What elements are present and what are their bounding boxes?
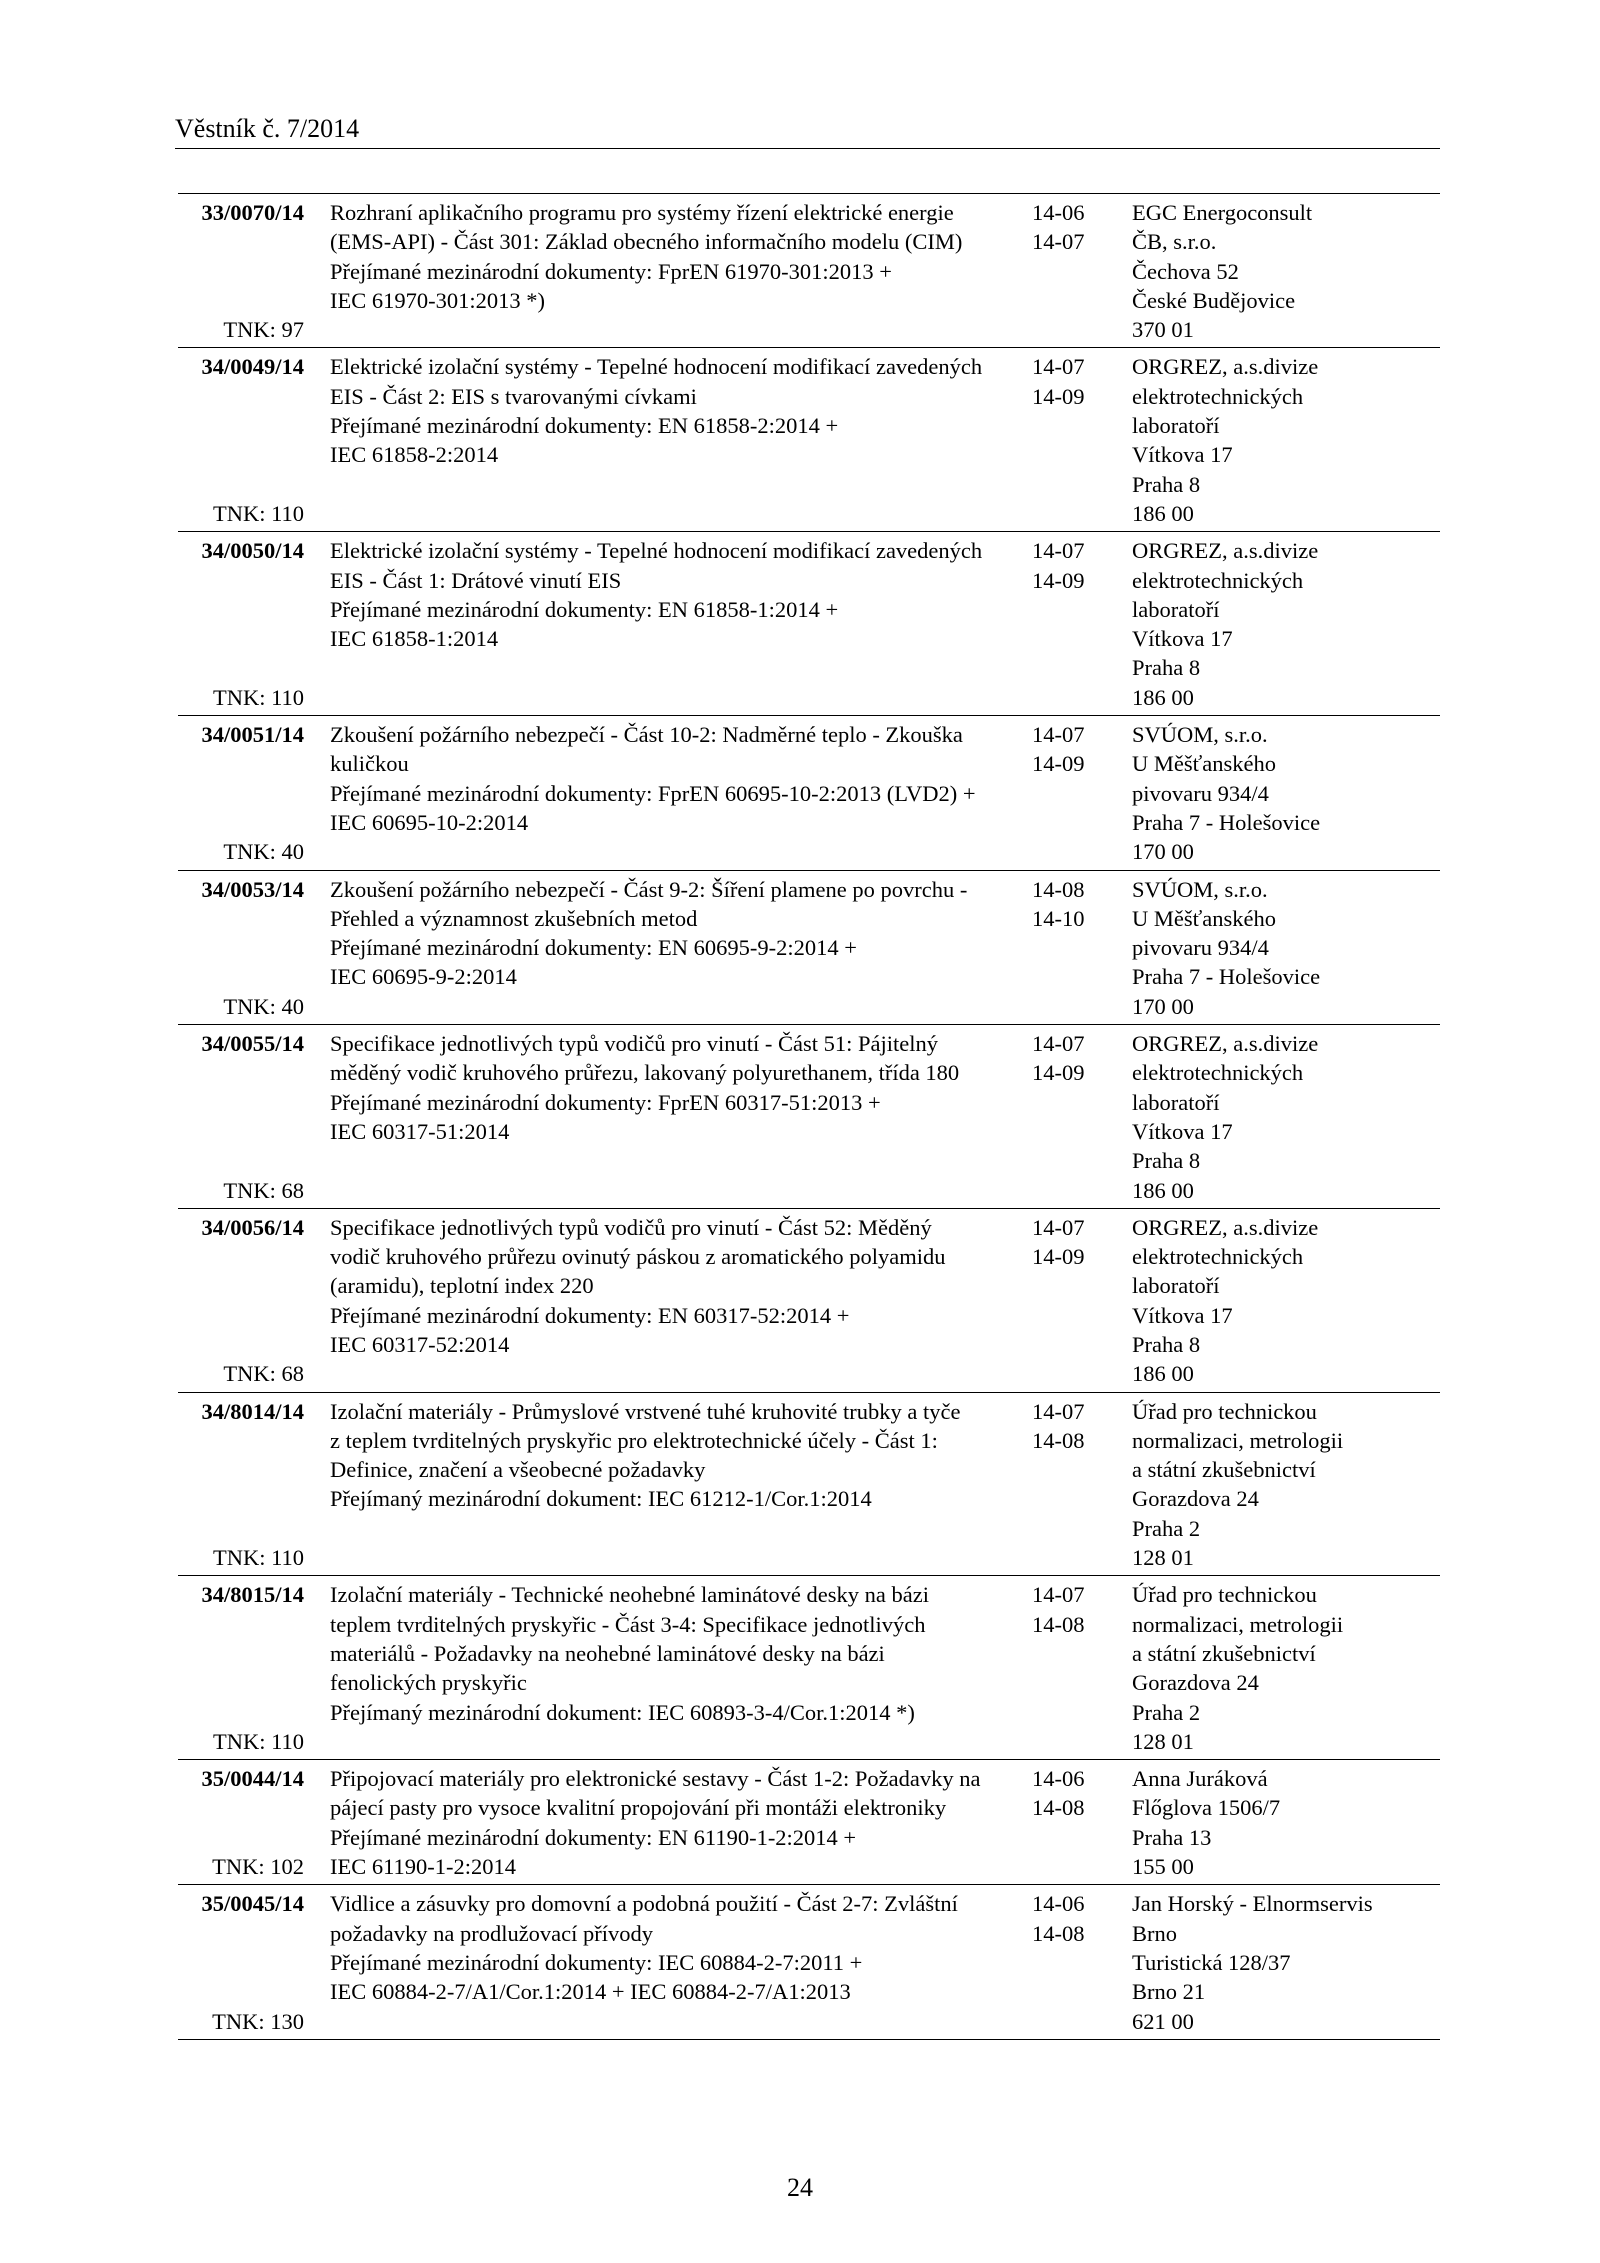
description-line: Zkoušení požárního nebezpečí - Část 10-2: Nadměrné teplo - Zkouška: [330, 722, 963, 748]
record-description: [310, 198, 1028, 344]
description-line: Připojovací materiály pro elektronické sestavy - Část 1-2: Požadavky na: [330, 1766, 981, 1792]
address-line: Praha 2: [1132, 1699, 1201, 1725]
description-line: materiálů - Požadavky na neohebné laminátové desky na bázi: [330, 1640, 885, 1666]
record-row: [178, 1885, 1440, 2039]
record-tnk: TNK: 130: [212, 2008, 304, 2034]
address-line: U Měšťanského: [1132, 751, 1276, 777]
address-line: 128 01: [1132, 1728, 1194, 1754]
description-line: IEC 61858-2:2014: [330, 442, 499, 468]
address-line: elektrotechnických: [1132, 383, 1304, 409]
address-line: ORGREZ, a.s.divize: [1132, 538, 1319, 564]
address-line: a státní zkušebnictví: [1132, 1640, 1316, 1666]
address-line: Vítkova 17: [1132, 1118, 1233, 1144]
address-line: Vítkova 17: [1132, 442, 1233, 468]
description-line: Izolační materiály - Průmyslové vrstvené tuhé kruhovité trubky a tyče: [330, 1398, 961, 1424]
records-table: [178, 193, 1440, 2040]
record-id: 33/0070/14: [201, 200, 304, 225]
page-number: 24: [787, 2173, 813, 2202]
address-line: Turistická 128/37: [1132, 1949, 1291, 1975]
description-line: IEC 60317-52:2014: [330, 1331, 510, 1357]
description-line: Specifikace jednotlivých typů vodičů pro vinutí - Část 52: Měděný: [330, 1214, 932, 1240]
description-line: Zkoušení požárního nebezpečí - Část 9-2: Šíření plamene po povrchu -: [330, 876, 968, 902]
address-line: Praha 8: [1132, 1331, 1201, 1357]
record-tnk: TNK: 97: [223, 317, 304, 343]
record-id: 34/8015/14: [201, 1582, 304, 1608]
description-line: požadavky na prodlužovací přívody: [330, 1920, 654, 1946]
address-line: SVÚOM, s.r.o.: [1132, 876, 1268, 902]
journal-title: Věstník č. 7/2014: [175, 114, 360, 143]
address-line: 621 00: [1132, 2008, 1194, 2034]
record-id: 34/0055/14: [201, 1031, 304, 1057]
record-address: [1126, 1213, 1440, 1389]
address-line: Praha 8: [1132, 655, 1201, 681]
description-line: Přejímané mezinárodní dokumenty: FprEN 60695-10-2:2013 (LVD2) +: [330, 780, 976, 806]
record-dates: [1028, 198, 1126, 344]
description-line: IEC 61858-1:2014: [330, 626, 499, 652]
description-line: teplem tvrditelných pryskyřic - Část 3-4: Specifikace jednotlivých: [330, 1611, 926, 1637]
description-line: Elektrické izolační systémy - Tepelné hodnocení modifikací zavedených: [330, 354, 983, 380]
description-line: Izolační materiály - Technické neohebné laminátové desky na bázi: [330, 1582, 929, 1608]
date-line: 14-09: [1032, 567, 1085, 593]
record-description: [310, 352, 1028, 528]
record-row: [178, 1576, 1440, 1760]
record-id: 34/0050/14: [201, 538, 304, 564]
address-line: laboratoří: [1132, 1273, 1220, 1299]
description-line: Definice, značení a všeobecné požadavky: [330, 1457, 706, 1483]
record-description: [310, 1889, 1028, 2035]
record-row: [178, 1209, 1440, 1393]
description-line: Přejímané mezinárodní dokumenty: FprEN 60317-51:2013 +: [330, 1089, 881, 1115]
record-id: 35/0045/14: [201, 1891, 304, 1917]
date-line: 14-09: [1032, 751, 1085, 777]
record-dates: [1028, 352, 1126, 528]
description-line: Rozhraní aplikačního programu pro systémy řízení elektrické energie: [330, 200, 954, 225]
record-address: [1126, 1764, 1440, 1881]
record-description: [310, 1580, 1028, 1756]
record-tnk: TNK: 110: [212, 684, 304, 710]
record-tnk: TNK: 40: [223, 839, 304, 865]
address-line: elektrotechnických: [1132, 567, 1304, 593]
address-line: 370 01: [1132, 317, 1194, 343]
address-line: Gorazdova 24: [1132, 1486, 1259, 1512]
address-line: Flőglova 1506/7: [1132, 1795, 1281, 1821]
address-line: pivovaru 934/4: [1132, 935, 1269, 961]
date-line: 14-07: [1032, 1582, 1085, 1608]
record-id-column: [178, 1580, 310, 1756]
address-line: 186 00: [1132, 500, 1194, 526]
record-id-column: [178, 1397, 310, 1573]
address-line: 170 00: [1132, 839, 1194, 865]
record-description: [310, 1397, 1028, 1573]
date-line: 14-10: [1032, 905, 1085, 931]
description-line: IEC 60695-10-2:2014: [330, 809, 529, 835]
description-line: IEC 60317-51:2014: [330, 1118, 510, 1144]
record-dates: [1028, 1397, 1126, 1573]
description-line: Vidlice a zásuvky pro domovní a podobná použití - Část 2-7: Zvláštní: [330, 1891, 958, 1917]
address-line: 186 00: [1132, 1177, 1194, 1203]
date-line: 14-08: [1032, 1920, 1085, 1946]
description-line: fenolických pryskyřic: [330, 1670, 527, 1696]
description-line: Specifikace jednotlivých typů vodičů pro vinutí - Část 51: Pájitelný: [330, 1031, 939, 1057]
address-line: ORGREZ, a.s.divize: [1132, 1031, 1319, 1057]
date-line: 14-07: [1032, 229, 1085, 255]
record-id-column: [178, 720, 310, 866]
record-row: [178, 871, 1440, 1025]
record-address: [1126, 198, 1440, 344]
address-line: Jan Horský - Elnormservis: [1132, 1891, 1373, 1917]
address-line: Vítkova 17: [1132, 626, 1233, 652]
record-row: [178, 194, 1440, 348]
record-row: [178, 532, 1440, 716]
description-line: kuličkou: [330, 751, 409, 777]
record-address: [1126, 352, 1440, 528]
address-line: laboratoří: [1132, 596, 1220, 622]
description-line: EIS - Část 1: Drátové vinutí EIS: [330, 567, 622, 593]
date-line: 14-07: [1032, 538, 1085, 564]
address-line: Brno: [1132, 1920, 1177, 1946]
address-line: Gorazdova 24: [1132, 1670, 1259, 1696]
date-line: 14-06: [1032, 1891, 1085, 1917]
address-line: Praha 13: [1132, 1824, 1212, 1850]
date-line: 14-08: [1032, 1611, 1085, 1637]
address-line: Vítkova 17: [1132, 1302, 1233, 1328]
date-line: 14-07: [1032, 354, 1085, 380]
description-line: Přejímané mezinárodní dokumenty: IEC 60884-2-7:2011 +: [330, 1949, 863, 1975]
address-line: České Budějovice: [1132, 287, 1296, 313]
description-line: (EMS-API) - Část 301: Základ obecného informačního modelu (CIM): [330, 229, 963, 255]
record-id-column: [178, 1213, 310, 1389]
record-address: [1126, 1397, 1440, 1573]
record-tnk: TNK: 110: [212, 1728, 304, 1754]
date-line: 14-07: [1032, 1214, 1085, 1240]
description-line: IEC 60884-2-7/A1/Cor.1:2014 + IEC 60884-2-7/A1:2013: [330, 1979, 851, 2005]
description-line: Přejímaný mezinárodní dokument: IEC 60893-3-4/Cor.1:2014 *): [330, 1699, 915, 1725]
address-line: Úřad pro technickou: [1132, 1582, 1317, 1608]
record-row: [178, 1025, 1440, 1209]
date-line: 14-06: [1032, 200, 1085, 225]
address-line: Brno 21: [1132, 1979, 1206, 2005]
address-line: Anna Juráková: [1132, 1766, 1268, 1792]
description-line: Přehled a významnost zkušebních metod: [330, 905, 698, 931]
record-address: [1126, 1580, 1440, 1756]
description-line: z teplem tvrditelných pryskyřic pro elektrotechnické účely - Část 1:: [330, 1427, 938, 1453]
record-dates: [1028, 875, 1126, 1021]
address-line: SVÚOM, s.r.o.: [1132, 722, 1268, 748]
address-line: EGC Energoconsult: [1132, 200, 1313, 225]
record-tnk: TNK: 110: [212, 1545, 304, 1571]
record-id-column: [178, 352, 310, 528]
date-line: 14-08: [1032, 1427, 1085, 1453]
date-line: 14-09: [1032, 1060, 1085, 1086]
record-id-column: [178, 1764, 310, 1881]
address-line: Praha 8: [1132, 471, 1201, 497]
description-line: Přejímané mezinárodní dokumenty: EN 61858-2:2014 +: [330, 413, 839, 439]
date-line: 14-09: [1032, 383, 1085, 409]
record-dates: [1028, 1889, 1126, 2035]
record-id-column: [178, 1889, 310, 2035]
address-line: Praha 7 - Holešovice: [1132, 809, 1321, 835]
address-line: elektrotechnických: [1132, 1060, 1304, 1086]
record-dates: [1028, 720, 1126, 866]
description-line: Přejímaný mezinárodní dokument: IEC 61212-1/Cor.1:2014: [330, 1486, 872, 1512]
address-line: normalizaci, metrologii: [1132, 1611, 1344, 1637]
address-line: laboratoří: [1132, 1089, 1220, 1115]
address-line: Praha 7 - Holešovice: [1132, 964, 1321, 990]
record-id: 34/0053/14: [201, 876, 304, 902]
record-dates: [1028, 1029, 1126, 1205]
record-dates: [1028, 536, 1126, 712]
address-line: 186 00: [1132, 684, 1194, 710]
address-line: 155 00: [1132, 1854, 1194, 1880]
date-line: 14-08: [1032, 1795, 1085, 1821]
record-address: [1126, 720, 1440, 866]
address-line: elektrotechnických: [1132, 1244, 1304, 1270]
record-id: 34/0056/14: [201, 1214, 304, 1240]
record-row: [178, 716, 1440, 870]
record-row: [178, 1760, 1440, 1885]
address-line: a státní zkušebnictví: [1132, 1457, 1316, 1483]
address-line: 186 00: [1132, 1361, 1194, 1387]
address-line: normalizaci, metrologii: [1132, 1427, 1344, 1453]
record-id-column: [178, 1029, 310, 1205]
record-description: [310, 720, 1028, 866]
description-line: Přejímané mezinárodní dokumenty: EN 61190-1-2:2014 +: [330, 1824, 857, 1850]
record-row: [178, 1393, 1440, 1577]
record-address: [1126, 1889, 1440, 2035]
record-id-column: [178, 198, 310, 344]
record-description: [310, 875, 1028, 1021]
address-line: U Měšťanského: [1132, 905, 1276, 931]
record-description: [310, 536, 1028, 712]
record-id: 34/0051/14: [201, 722, 304, 748]
record-address: [1126, 875, 1440, 1021]
address-line: ČB, s.r.o.: [1132, 229, 1217, 255]
address-line: Praha 8: [1132, 1148, 1201, 1174]
description-line: vodič kruhového průřezu ovinutý páskou z aromatického polyamidu: [330, 1244, 946, 1270]
description-line: Přejímané mezinárodní dokumenty: FprEN 61970-301:2013 +: [330, 258, 892, 284]
date-line: 14-07: [1032, 1398, 1085, 1424]
address-line: 170 00: [1132, 993, 1194, 1019]
date-line: 14-08: [1032, 876, 1085, 902]
record-description: [310, 1213, 1028, 1389]
address-line: 128 01: [1132, 1545, 1194, 1571]
date-line: 14-07: [1032, 1031, 1085, 1057]
record-tnk: TNK: 68: [223, 1177, 304, 1203]
record-id-column: [178, 875, 310, 1021]
description-line: pájecí pasty pro vysoce kvalitní propojování při montáži elektroniky: [330, 1795, 947, 1821]
record-row: [178, 348, 1440, 532]
address-line: laboratoří: [1132, 413, 1220, 439]
record-description: [310, 1029, 1028, 1205]
description-line: (aramidu), teplotní index 220: [330, 1273, 594, 1299]
description-line: IEC 61970-301:2013 *): [330, 287, 545, 313]
description-line: Přejímané mezinárodní dokumenty: EN 61858-1:2014 +: [330, 596, 839, 622]
date-line: 14-07: [1032, 722, 1085, 748]
record-tnk: TNK: 102: [212, 1854, 304, 1880]
record-id-column: [178, 536, 310, 712]
address-line: Praha 2: [1132, 1515, 1201, 1541]
description-line: Elektrické izolační systémy - Tepelné hodnocení modifikací zavedených: [330, 538, 983, 564]
page-header: [175, 112, 1440, 149]
description-line: měděný vodič kruhového průřezu, lakovaný polyurethanem, třída 180: [330, 1060, 960, 1086]
record-dates: [1028, 1764, 1126, 1881]
record-dates: [1028, 1580, 1126, 1756]
address-line: pivovaru 934/4: [1132, 780, 1269, 806]
address-line: ORGREZ, a.s.divize: [1132, 354, 1319, 380]
record-id: 35/0044/14: [201, 1766, 304, 1792]
record-tnk: TNK: 68: [223, 1361, 304, 1387]
record-tnk: TNK: 110: [212, 500, 304, 526]
record-dates: [1028, 1213, 1126, 1389]
date-line: 14-06: [1032, 1766, 1085, 1792]
date-line: 14-09: [1032, 1244, 1085, 1270]
record-id: 34/8014/14: [201, 1398, 304, 1424]
description-line: Přejímané mezinárodní dokumenty: EN 60695-9-2:2014 +: [330, 935, 857, 961]
description-line: IEC 60695-9-2:2014: [330, 964, 517, 990]
record-description: [310, 1764, 1028, 1881]
description-line: Přejímané mezinárodní dokumenty: EN 60317-52:2014 +: [330, 1302, 850, 1328]
address-line: ORGREZ, a.s.divize: [1132, 1214, 1319, 1240]
description-line: IEC 61190-1-2:2014: [330, 1854, 517, 1880]
record-address: [1126, 1029, 1440, 1205]
address-line: Úřad pro technickou: [1132, 1398, 1317, 1424]
address-line: Čechova 52: [1132, 258, 1239, 284]
record-id: 34/0049/14: [201, 354, 304, 380]
description-line: EIS - Část 2: EIS s tvarovanými cívkami: [330, 383, 697, 409]
record-address: [1126, 536, 1440, 712]
record-tnk: TNK: 40: [223, 993, 304, 1019]
